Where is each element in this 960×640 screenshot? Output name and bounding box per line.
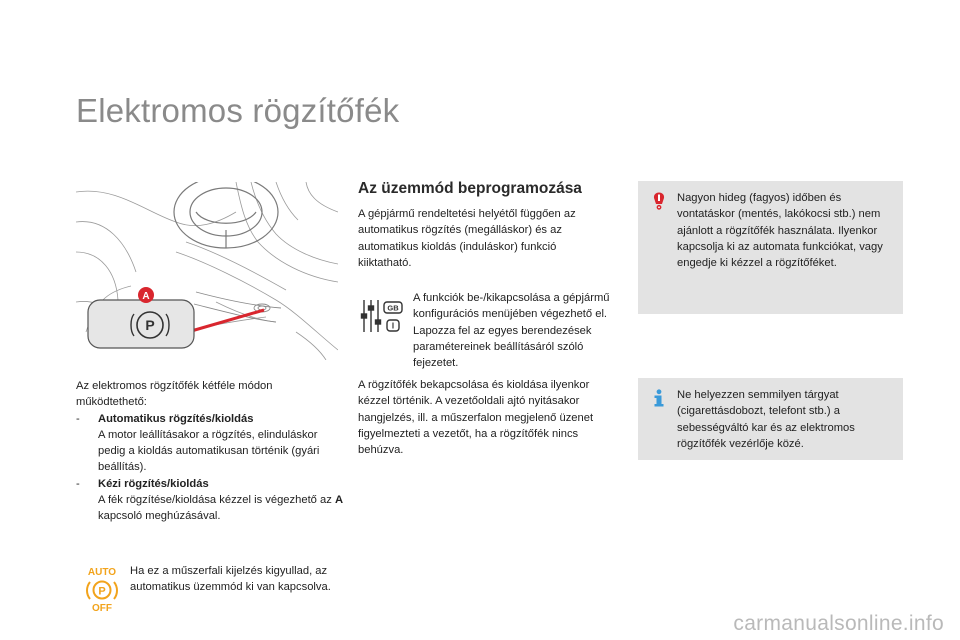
warning-box: [638, 181, 903, 314]
info-text: Ne helyezzen semmilyen tárgyat (cigarettásdobozt, telefont stb.) a sebességváltó kar és az elektromos rögzítőfék vezérlője közé.: [677, 389, 855, 450]
warning-text: Nagyon hideg (fagyos) időben és vontatáskor (mentés, lakókocsi stb.) nem ajánlott a rögzítőfék használata. Ilyenkor kapcsolja ki az automata funkciókat, vagy engedje ki kézzel a rögzítőféket.: [677, 192, 883, 270]
svg-text:OFF: OFF: [92, 603, 112, 613]
list-heading-automatic: Automatikus rögzítés/kioldás: [98, 412, 254, 425]
auto-off-note: [76, 563, 346, 615]
svg-text:AUTO: AUTO: [87, 567, 117, 578]
watermark: carmanualsonline.info: [733, 612, 944, 635]
section-title: Az üzemmód beprogramozása: [358, 180, 582, 197]
list-body-automatic: A motor leállításakor a rögzítés, elinduláskor pedig a kioldás automatikusan történik (gyári beállítás).: [98, 428, 320, 474]
svg-text:I: I: [391, 321, 395, 331]
programming-paragraph-2: A funkciók be-/kikapcsolása a gépjármű konfigurációs menüjében végezhető el. Lapozza fel az egyes berendezések paramétereinek beállításáról szóló fejezetet.: [413, 292, 610, 370]
list-body-manual-after: kapcsoló meghúzásával.: [98, 510, 221, 523]
intro-text: Az elektromos rögzítőfék kétféle módon működtethető:: [76, 380, 273, 409]
configuration-menu-icon: [360, 298, 406, 334]
parking-brake-illustration: [76, 182, 338, 360]
list-body-manual-bold: A: [334, 494, 344, 507]
callout-a-label: A: [142, 291, 150, 302]
page-title: Elektromos rögzítőfék: [76, 92, 400, 129]
info-icon: [652, 389, 666, 407]
left-column: [76, 378, 346, 525]
list-dash: -: [76, 477, 80, 490]
svg-text:P: P: [145, 317, 155, 333]
car-interior-drawing: [76, 182, 338, 360]
list-item-manual: [76, 476, 346, 525]
auto-off-text: Ha ez a műszerfali kijelzés kigyullad, az automatikus üzemmód ki van kapcsolva.: [130, 565, 331, 594]
warning-icon: [652, 192, 666, 210]
list-heading-manual: Kézi rögzítés/kioldás: [98, 477, 209, 490]
list-item-automatic: [76, 411, 346, 476]
auto-off-icon: [80, 565, 124, 613]
programming-paragraph-3: A rögzítőfék bekapcsolása és kioldása ilyenkor kézzel történik. A vezetőoldali ajtó nyitásakor hangjelzés, ill. a műszerfalon megjelenő üzenet figyelmezteti a vezetőt, ha a rögzítőfék nincs behúzva.: [358, 379, 594, 457]
programming-paragraph-1: A gépjármű rendeltetési helyétől függően az automatikus rögzítés (megálláskor) és az automatikus kioldás (induláskor) funkció kiiktatható.: [358, 208, 576, 269]
svg-text:GB: GB: [387, 303, 399, 313]
list-dash: -: [76, 412, 80, 425]
info-box: [638, 378, 903, 460]
list-body-manual-before: A fék rögzítése/kioldása kézzel is végezhető az: [98, 494, 335, 507]
svg-text:P: P: [98, 585, 106, 598]
